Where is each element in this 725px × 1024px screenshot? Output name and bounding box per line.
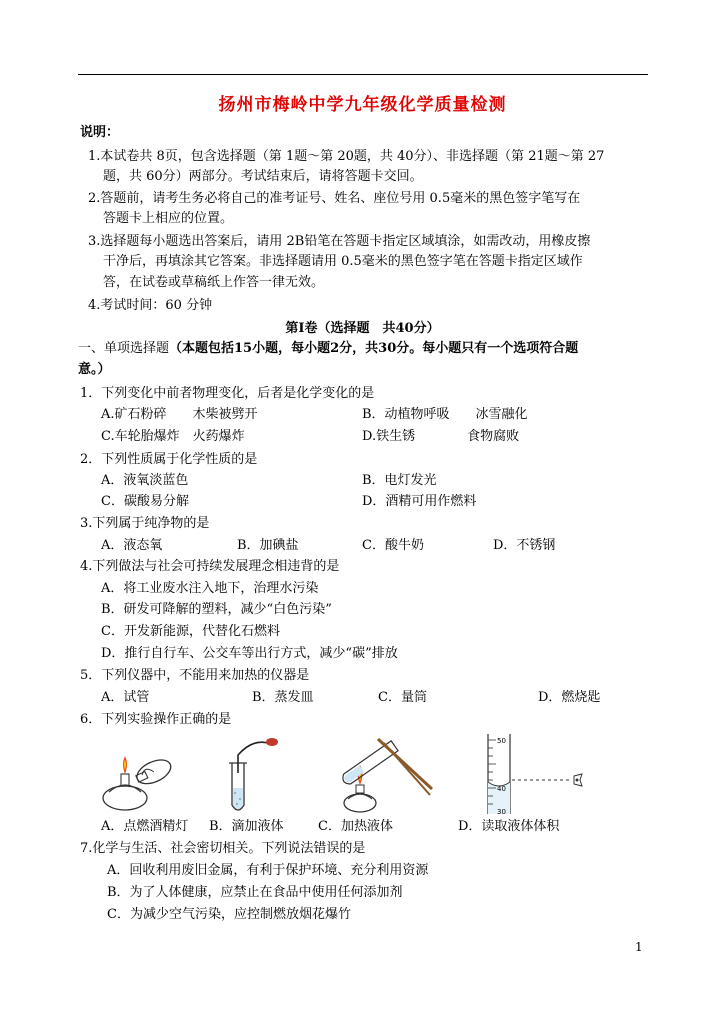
- note-1-line-2: 题，共 60分）两部分。考试结束后，请将答题卡交回。: [103, 169, 423, 184]
- note-4: 4.考试时间：60 分钟: [88, 298, 213, 313]
- q1-option-b: B．动植物呼吸 冰雪融化: [362, 407, 528, 422]
- section-title: 第Ⅰ卷（选择题 共40分）: [285, 321, 440, 336]
- q5-option-d: D．燃烧匙: [538, 690, 601, 705]
- part1-prefix: 一、单项选择题: [78, 341, 170, 356]
- q2-stem: 2．下列性质属于化学性质的是: [80, 452, 258, 467]
- figure-lighting-lamp: [95, 740, 185, 815]
- scale-label-bottom: 30: [497, 808, 506, 816]
- note-2-line-2: 答题卡上相应的位置。: [103, 211, 234, 226]
- q1-option-d: D.铁生锈 食物腐败: [362, 429, 520, 444]
- figure-reading-volume: [476, 732, 586, 818]
- q3-option-c: C．酸牛奶: [362, 538, 424, 553]
- q2-option-d: D．酒精可用作燃料: [362, 494, 477, 509]
- q4-option-d: D．推行自行车、公交车等出行方式，减少“碳”排放: [101, 646, 398, 661]
- note-3-line-3: 答，在试卷或草稿纸上作答一律无效。: [103, 275, 325, 290]
- q6-option-a: A．点燃酒精灯: [101, 819, 189, 834]
- note-2-line-1: 2.答题前，请考生务必将自己的准考证号、姓名、座位号用 0.5毫米的黑色签字笔写在: [88, 191, 581, 206]
- note-1-line-1: 1.本试卷共 8页，包含选择题（第 1题～第 20题，共 40分）、非选择题（第 21题～第 27: [88, 149, 605, 164]
- q7-option-a: A．回收利用废旧金属，有利于保护环境、充分利用资源: [107, 863, 429, 878]
- q5-option-a: A．试管: [101, 690, 150, 705]
- q3-option-b: B．加碘盐: [237, 538, 299, 553]
- notes-heading: 说明：: [80, 125, 120, 140]
- part1-rule: （本题包括15小题，每小题2分，共30分。每小题只有一个选项符合题: [169, 341, 579, 356]
- q4-option-a: A．将工业废水注入地下，治理水污染: [101, 581, 319, 596]
- part1-heading: [78, 340, 578, 358]
- page-title: 扬州市梅岭中学九年级化学质量检测: [218, 95, 507, 115]
- q2-option-b: B．电灯发光: [362, 473, 437, 488]
- q2-option-c: C．碳酸易分解: [101, 494, 189, 509]
- figure-heating-liquid: [330, 733, 440, 818]
- q7-stem: 7.化学与生活、社会密切相关。下列说法错误的是: [80, 841, 366, 856]
- page-number: 1: [635, 940, 643, 954]
- q5-stem: 5．下列仪器中，不能用来加热的仪器是: [80, 668, 310, 683]
- q3-stem: 3.下列属于纯净物的是: [80, 516, 210, 531]
- q3-option-d: D．不锈钢: [493, 538, 556, 553]
- q4-stem: 4.下列做法与社会可持续发展理念相违背的是: [80, 559, 340, 574]
- scale-label-top: 50: [497, 737, 506, 745]
- note-3-line-2: 干净后，再填涂其它答案。非选择题请用 0.5毫米的黑色签字笔在答题卡指定区域作: [103, 254, 583, 269]
- q6-stem: 6．下列实验操作正确的是: [80, 712, 232, 727]
- q6-option-b: B．滴加液体: [209, 819, 284, 834]
- q6-option-d: D．读取液体体积: [458, 819, 560, 834]
- q5-option-b: B．蒸发皿: [252, 690, 314, 705]
- note-3-line-1: 3.选择题每小题选出答案后，请用 2B铅笔在答题卡指定区域填涂，如需改动，用橡皮擦: [88, 234, 591, 249]
- figure-dropping-liquid: [222, 733, 282, 818]
- q1-option-c: C.车轮胎爆炸 火药爆炸: [101, 429, 245, 444]
- scale-label-mid: 40: [497, 785, 506, 793]
- q1-option-a: A.矿石粉碎 木柴被劈开: [101, 407, 258, 422]
- q5-option-c: C．量筒: [378, 690, 427, 705]
- part1-rule-cont: 意。）: [78, 362, 111, 377]
- q6-option-c: C．加热液体: [318, 819, 393, 834]
- q2-option-a: A．液氧淡蓝色: [101, 473, 189, 488]
- q4-option-c: C．开发新能源，代替化石燃料: [101, 624, 280, 639]
- header-rule: [78, 74, 648, 75]
- q7-option-c: C．为减少空气污染，应控制燃放烟花爆竹: [107, 907, 351, 922]
- q4-option-b: B．研发可降解的塑料，减少“白色污染”: [101, 602, 332, 617]
- q1-stem: 1．下列变化中前者物理变化，后者是化学变化的是: [80, 386, 375, 401]
- q7-option-b: B．为了人体健康，应禁止在食品中使用任何添加剂: [107, 885, 403, 900]
- q3-option-a: A．液态氧: [101, 538, 163, 553]
